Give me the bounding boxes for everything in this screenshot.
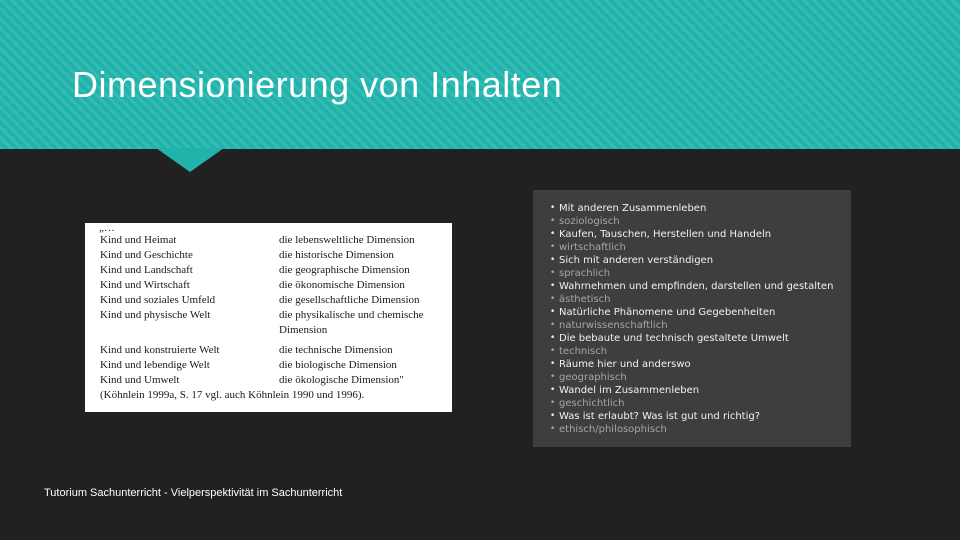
slide-title: Dimensionierung von Inhalten — [72, 64, 563, 105]
list-item: • Kaufen, Tauschen, Herstellen und Handeln — [550, 228, 851, 241]
table-row-right: die technische Dimension — [279, 344, 393, 356]
list-item: • soziologisch — [550, 215, 851, 228]
table-row-left: Kind und Landschaft — [100, 264, 193, 276]
list-item: • geschichtlich — [550, 397, 851, 410]
list-item: • Natürliche Phänomene und Gegebenheiten — [550, 306, 851, 319]
list-item: • geographisch — [550, 371, 851, 384]
table-row-left: Kind und soziales Umfeld — [100, 294, 216, 306]
dimension-table-image — [85, 223, 452, 412]
table-row-left: Kind und physische Welt — [100, 309, 211, 321]
table-row-left: Kind und lebendige Welt — [100, 359, 210, 371]
table-row-right: Dimension — [279, 324, 328, 336]
table-row-left: Kind und Wirtschaft — [100, 279, 190, 291]
table-row-right: die physikalische und chemische — [279, 309, 424, 321]
table-row-right: die biologische Dimension — [279, 359, 397, 371]
perspectives-list-image — [533, 190, 851, 447]
table-row-right: die lebensweltliche Dimension — [279, 234, 415, 246]
banner-notch — [156, 148, 224, 172]
opening-quote: „… — [99, 223, 115, 234]
table-row-left: Kind und Geschichte — [100, 249, 193, 261]
list-item: • ethisch/philosophisch — [550, 423, 851, 436]
list-item: • Sich mit anderen verständigen — [550, 254, 851, 267]
table-row-left: Kind und konstruierte Welt — [100, 344, 220, 356]
list-item: • ästhetisch — [550, 293, 851, 306]
list-item: • Mit anderen Zusammenleben — [550, 202, 851, 215]
table-row-left: Kind und Umwelt — [100, 374, 180, 386]
list-item: • Räume hier und anderswo — [550, 358, 851, 371]
table-row-left: Kind und Heimat — [100, 234, 177, 246]
list-item: • Wandel im Zusammenleben — [550, 384, 851, 397]
table-row-right: die historische Dimension — [279, 249, 394, 261]
table-citation: (Köhnlein 1999a, S. 17 vgl. auch Köhnlein 1990 und 1996). — [100, 389, 365, 401]
list-item: • technisch — [550, 345, 851, 358]
list-item: • wirtschaftlich — [550, 241, 851, 254]
list-item: • sprachlich — [550, 267, 851, 280]
slide-footer: Tutorium Sachunterricht - Vielperspektivität im Sachunterricht — [44, 487, 343, 499]
table-row-right: die geographische Dimension — [279, 264, 410, 276]
list-item: • naturwissenschaftlich — [550, 319, 851, 332]
list-item: • Wahrnehmen und empfinden, darstellen und gestalten — [550, 280, 851, 293]
table-row-right: die ökonomische Dimension — [279, 279, 405, 291]
table-row-right: die ökologische Dimension" — [279, 374, 404, 386]
list-item: • Was ist erlaubt? Was ist gut und richtig? — [550, 410, 851, 423]
list-item: • Die bebaute und technisch gestaltete Umwelt — [550, 332, 851, 345]
table-row-right: die gesellschaftliche Dimension — [279, 294, 420, 306]
